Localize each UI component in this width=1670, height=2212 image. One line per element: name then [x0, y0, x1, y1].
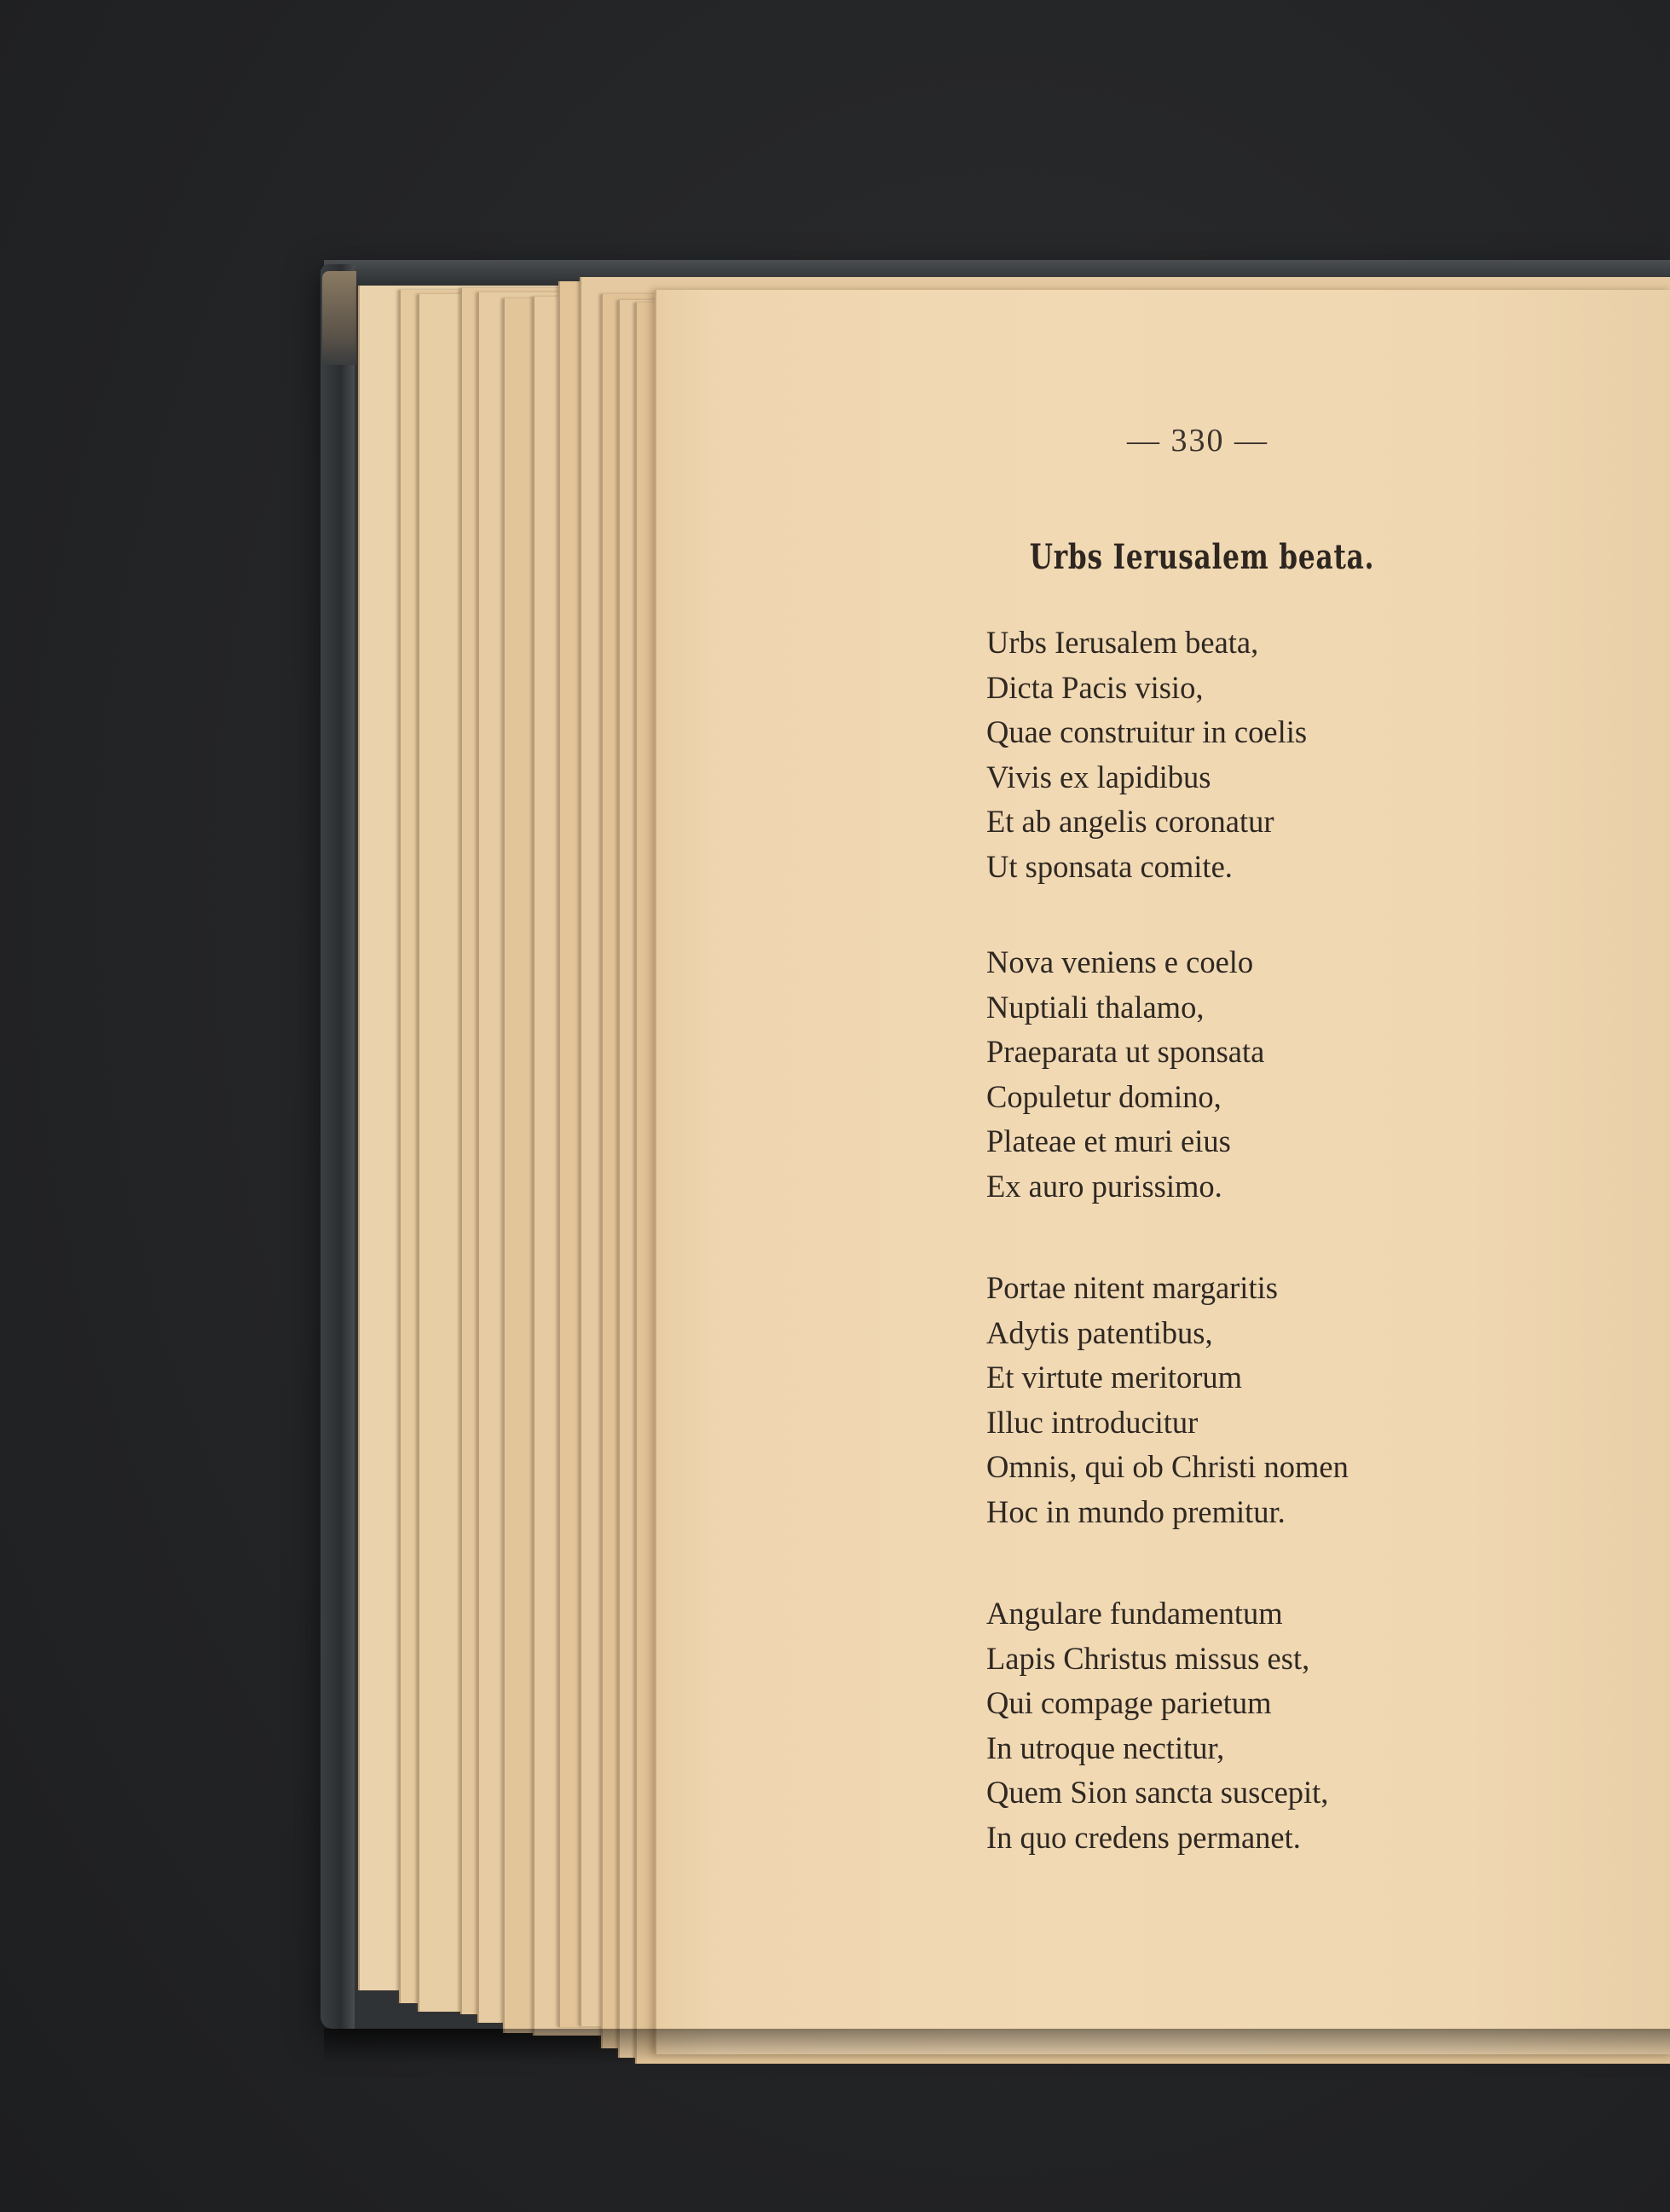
book-cover-left-board [321, 264, 355, 2029]
verse-line: Praeparata ut sponsata [986, 1034, 1265, 1069]
verse-line: Urbs Ierusalem beata, [986, 625, 1259, 660]
verse-line: Nova veniens e coelo [986, 944, 1254, 979]
stanza-1 [986, 621, 1634, 889]
page-number: — 330 — [1127, 423, 1268, 459]
poem-body [986, 621, 1634, 1911]
verse-line: Ex auro purissimo. [986, 1168, 1222, 1204]
verse-line: Qui compage parietum [986, 1685, 1272, 1720]
stanza-2 [986, 940, 1634, 1209]
verse-line: Dicta Pacis visio, [986, 669, 1204, 705]
verse-line: Adytis patentibus, [986, 1314, 1213, 1350]
verse-line: Quae construitur in coelis [986, 714, 1308, 749]
book-cover-worn-corner [322, 271, 356, 365]
verse-line: Vivis ex lapidibus [986, 759, 1211, 794]
verse-line: Angulare fundamentum [986, 1596, 1283, 1631]
verse-line: Portae nitent margaritis [986, 1270, 1278, 1305]
poem-title: Urbs Ierusalem beata. [1029, 537, 1375, 577]
verse-line: Omnis, qui ob Christi nomen [986, 1449, 1349, 1484]
verse-line: In utroque nectitur, [986, 1730, 1225, 1765]
book-bottom-shadow [324, 2029, 1670, 2063]
verse-line: Illuc introducitur [986, 1404, 1199, 1440]
verse-line: Hoc in mundo premitur. [986, 1493, 1286, 1529]
verse-line: Lapis Christus missus est, [986, 1640, 1310, 1676]
verse-line: In quo credens permanet. [986, 1819, 1301, 1855]
verse-line: Quem Sion sancta suscepit, [986, 1775, 1329, 1810]
stanza-4 [986, 1591, 1634, 1860]
stanza-3 [986, 1266, 1634, 1534]
verse-line: Et ab angelis coronatur [986, 804, 1274, 839]
verse-line: Nuptiali thalamo, [986, 989, 1205, 1025]
verse-line: Ut sponsata comite. [986, 848, 1233, 884]
verse-line: Et virtute meritorum [986, 1360, 1243, 1395]
verse-line: Plateae et muri eius [986, 1123, 1231, 1158]
verse-line: Copuletur domino, [986, 1078, 1222, 1114]
